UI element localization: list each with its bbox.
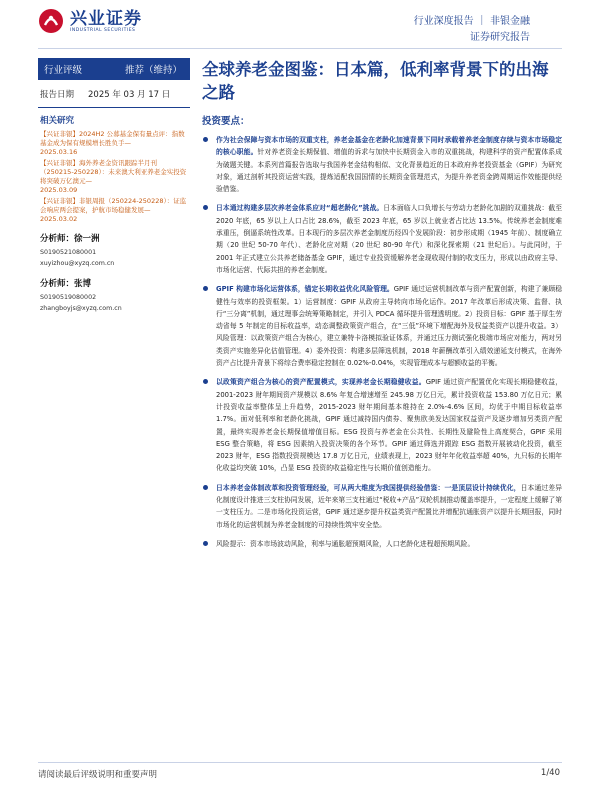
report-title: 全球养老金图鉴：日本篇，低利率背景下的出海之路 xyxy=(202,60,549,102)
analyst-cert: S0190521080001 xyxy=(40,249,97,256)
key-point-lead: GPIF 构建市场化运营体系，锚定长期收益优化风险管理。 xyxy=(216,285,394,294)
bullet-icon xyxy=(203,379,208,384)
report-category: 证券研究报告 xyxy=(470,32,530,43)
sidebar-divider xyxy=(38,107,190,108)
left-sidebar xyxy=(38,58,190,314)
analyst-cert: S0190519080002 xyxy=(40,294,97,301)
key-points-list xyxy=(202,134,562,550)
analyst-card xyxy=(38,232,190,269)
rating-bar xyxy=(38,58,190,80)
bullet-icon xyxy=(203,541,208,546)
rating-label: 行业评级 xyxy=(44,65,83,76)
key-point xyxy=(202,376,562,474)
related-research-title: 相关研究 xyxy=(40,116,75,126)
risk-warning xyxy=(202,538,562,550)
key-points-heading: 投资要点： xyxy=(202,116,250,127)
date-value: 2025 年 03 月 17 日 xyxy=(88,90,171,100)
bullet-icon xyxy=(203,205,208,210)
footer-divider xyxy=(38,762,562,763)
footer-disclaimer[interactable]: 请阅读最后评级说明和重要声明 xyxy=(38,770,158,780)
key-point-body: 日本通过差异化制度设计推进三支柱协同发展，近年来第三支柱通过“税收+产品”双轮机制推动覆盖率提升，一定程度上缓解了第一支柱压力。二是市场化投资运营，GPIF 通过逐步提升权益类资产配置比并增配抗通胀资产以提升长期回报，同时市场化的运营机制为养老金制度的可持续性筑牢安全垫。 xyxy=(216,483,563,529)
rating-value: 推荐（维持） xyxy=(124,65,182,76)
analyst-email[interactable]: xuyizhou@xyzq.com.cn xyxy=(40,260,115,267)
related-research-item[interactable]: 【兴证非银】2024H2 公募基金保有量点评：指数基金成为保有规模增长胜负手— 2025.03.16 xyxy=(40,130,185,156)
related-research-item[interactable]: 【兴证非银】海外养老金资讯跟踪半月刊（250215-250228）：未来澳大利亚养老金实投资将突破万亿澳元— 2025.03.09 xyxy=(40,159,187,194)
key-point-lead: 以政策资产组合为核心的资产配置模式，实现养老金长期稳健收益。 xyxy=(216,378,426,387)
key-point-body: GPIF 通过运营机制改革与资产配置创新，构建了兼顾稳健性与效率的投资框架。1）运营制度：GPIF 从政府主导转向市场化运作。2017 年改革后形成决策、监督、执行“三分离”机制，通过理事会统筹策略制定，并引入 PDCA 循环提升管理透明度。2）投资目标：GPIF 基于厚生劳动省每 5 年制定的目标收益率，动态调整政策资产组合，在“三低”环境下增配海外及权益类资产以提升收益。3）风险管理：以政策资产组合为核心，建立兼特卡洛模拟验证体系，并通过压力测试强化极端市场应对能力，两对另类资产实施差异化估值管理。4）委外投资：构建多层筛选机制，2018 年薪酬改革引入绩效递延支付模式，在海外资产占比提升背景下将综合费率稳定控制在 0.02%-0.04%，实现管理成本与超额收益的平衡。 xyxy=(216,285,562,368)
key-point-body: 针对养老资金长期保值、增值的诉求与加快中长期资金入市的双重挑战，构建科学的资产配置体系成为破题关键。本系列首篇报告选取与我国养老金结构相似、文化背景趋近的日本政府养老投资基金（GPIF）为研究对象，通过剖析其投资运营实践，提炼适配我国国情的长期资金管理范式，为提升养老资金跨周期运作效能提供经验借鉴。 xyxy=(216,148,563,194)
key-point xyxy=(202,482,562,531)
header-divider xyxy=(38,48,562,49)
analyst-card xyxy=(38,277,190,314)
date-label: 报告日期 xyxy=(40,90,75,100)
related-research-list xyxy=(38,130,190,224)
key-point-body: 日本面临人口负增长与劳动力老龄化加剧的双重挑战：截至 2020 年底，65 岁以上人口占比 28.6%，截至 2023 年底，65 岁以上就业者占比达 13.5%。传统养老金制度难承重压，倒逼系统性改革。日本现行的多层次养老金制度历经四个发展阶段：初步形成期（1945 年前）、制度确立期（20 世纪 50-70 年代）、老龄化应对期（20 世纪 80-90 年代）和深化探索期（21 世纪后）。与此同时，于 2001 年正式建立公共养老储备基金 GPIF，通过专业投资缓解养老金现收现付制的收支压力，形成以由政府主导、市场化运营、代际共担的养老金制度。 xyxy=(216,204,563,274)
risk-warning-text: 风险提示：资本市场波动风险，利率与通胀超预期风险，人口老龄化进程超预期风险。 xyxy=(216,539,475,548)
report-date-row xyxy=(38,88,190,100)
bullet-icon xyxy=(203,485,208,490)
analyst-email[interactable]: zhangboyjs@xyzq.com.cn xyxy=(40,305,122,312)
brand-logo-icon xyxy=(38,8,64,34)
key-point-lead: 日本通过构建多层次养老金体系应对“超老龄化”挑战。 xyxy=(216,204,384,213)
page-header xyxy=(0,0,600,50)
main-content xyxy=(202,58,562,557)
bullet-icon xyxy=(203,137,208,142)
page-number: 1/40 xyxy=(540,768,560,778)
key-point xyxy=(202,202,562,276)
brand-name-en: INDUSTRIAL SECURITIES xyxy=(70,27,136,33)
key-point-lead: 日本养老金体制改革和投资管理经验，可从两大维度为我国提供经验借鉴：一是顶层设计持续优化， xyxy=(216,483,521,492)
analyst-name: 分析师：张博 xyxy=(40,279,92,289)
key-point-body: GPIF 通过资产配置优化实现长期稳健收益，2001-2023 财年期间资产规模以 8.6% 年复合增速增至 245.98 万亿日元，累计投资收益 153.80 万亿日元；累计投资收益率整体呈上升趋势，2015-2023 财年期间基本维持在 2.0%-4.6% 区间，均优于中期目标收益率 1.7%。面对低利率和老龄化挑战，GPIF 通过减持国内债券、聚焦欧美发达国家权益资产及逐步增加另类资产配置，最终实现养老金长期保值增值目标。ESG 投资与养老金在公共性、长期性及避险性上高度契合，GPIF 采用 ESG 整合策略，将 ESG 因素纳入投资决策的各个环节。GPIF 通过筛选并跟踪 ESG 指数开展被动化投资，截至 2023 财年，ESG 指数投资规模达 17.8 万亿日元，业绩表现上，2023 财年年化收益率超 40%，九只标的长期年化收益均突破 10%，凸显 ESG 投资的收益稳定性与长期价值创造能力。 xyxy=(216,378,562,473)
brand-logo xyxy=(38,8,142,34)
key-point xyxy=(202,283,562,369)
key-point xyxy=(202,134,562,195)
report-type: 行业深度报告 ｜ 非银金融 xyxy=(413,16,530,27)
key-point-lead: 作为社会保障与资本市场的双重支柱，养老金基金在老龄化加速背景下同时承载着养老金制度存续与资本市场稳定的核心职能。 xyxy=(216,136,562,157)
brand-name-cn: 兴业证券 xyxy=(70,8,142,29)
related-research-item[interactable]: 【兴证非银】非银周报（250224-250228）：证监会响应两会提案，护航市场稳健发展— 2025.03.02 xyxy=(40,197,187,223)
bullet-icon xyxy=(203,286,208,291)
analyst-name: 分析师：徐一洲 xyxy=(40,234,100,244)
